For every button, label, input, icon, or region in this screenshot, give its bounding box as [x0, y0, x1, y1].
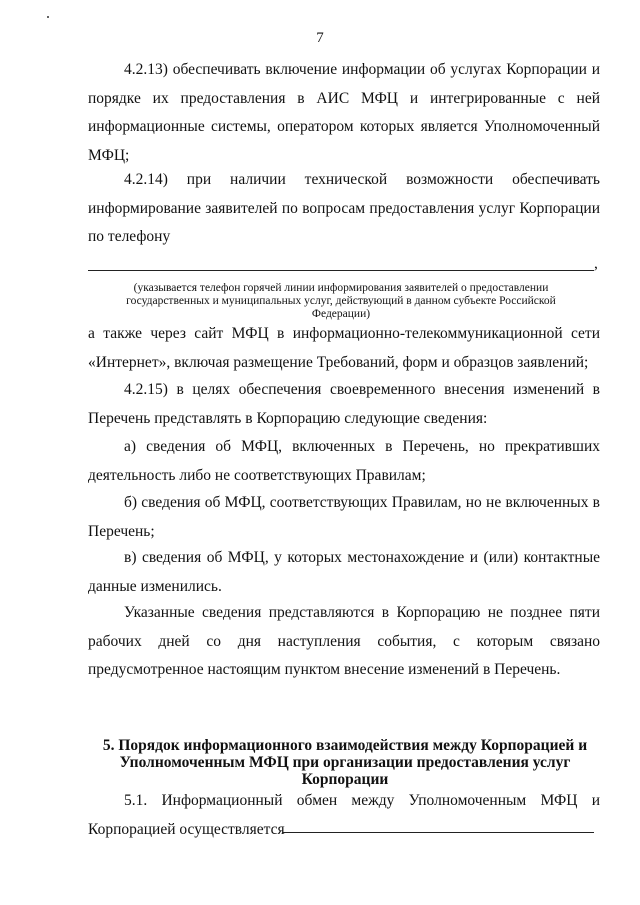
phone-blank-line [88, 270, 594, 271]
clause-4-2-15: 4.2.15) в целях обеспечения своевременного внесения изменений в Перечень представлять в Корпорацию следующие сведения: [88, 381, 600, 427]
scan-speck [47, 16, 49, 18]
section-5-heading: 5. Порядок информационного взаимодействия между Корпорацией и Уполномоченным МФЦ при организации предоставления услуг Корпорации [102, 737, 588, 788]
clause-5-1: 5.1. Информационный обмен между Уполномоченным МФЦ и Корпорацией осуществляется [88, 792, 600, 838]
closing-paragraph: Указанные сведения представляются в Корпорацию не позднее пяти рабочих дней со дня наступления события, с которым связано предусмотренное настоящим пунктом внесение изменений в Перечень. [88, 604, 600, 678]
clause-4-2-14: 4.2.14) при наличии технической возможности обеспечивать информирование заявителей по вопросам предоставления услуг Корпорации по телефону [88, 171, 600, 245]
clause-4-2-14-continued: а также через сайт МФЦ в информационно-телекоммуникационной сети «Интернет», включая размещение Требований, форм и образцов заявлений; [88, 325, 600, 371]
phone-note: (указывается телефон горячей линии информирования заявителей о предоставлении государственных и муниципальных услуг, действующий в данном субъекте Российской Федерации) [126, 282, 556, 320]
page-number: 7 [316, 30, 324, 46]
phone-line-comma: , [594, 255, 598, 272]
item-c: в) сведения об МФЦ, у которых местонахождение и (или) контактные данные изменились. [88, 549, 600, 595]
clause-4-2-13: 4.2.13) обеспечивать включение информации об услугах Корпорации и порядке их предоставления в АИС МФЦ и интегрированные с ней информационные системы, оператором которых является Уполномоченный МФЦ; [88, 61, 600, 164]
item-b: б) сведения об МФЦ, соответствующих Правилам, но не включенных в Перечень; [88, 494, 600, 540]
exchange-method-blank-line [282, 832, 594, 833]
item-a: а) сведения об МФЦ, включенных в Перечень, но прекративших деятельность либо не соответствующих Правилам; [88, 438, 600, 484]
